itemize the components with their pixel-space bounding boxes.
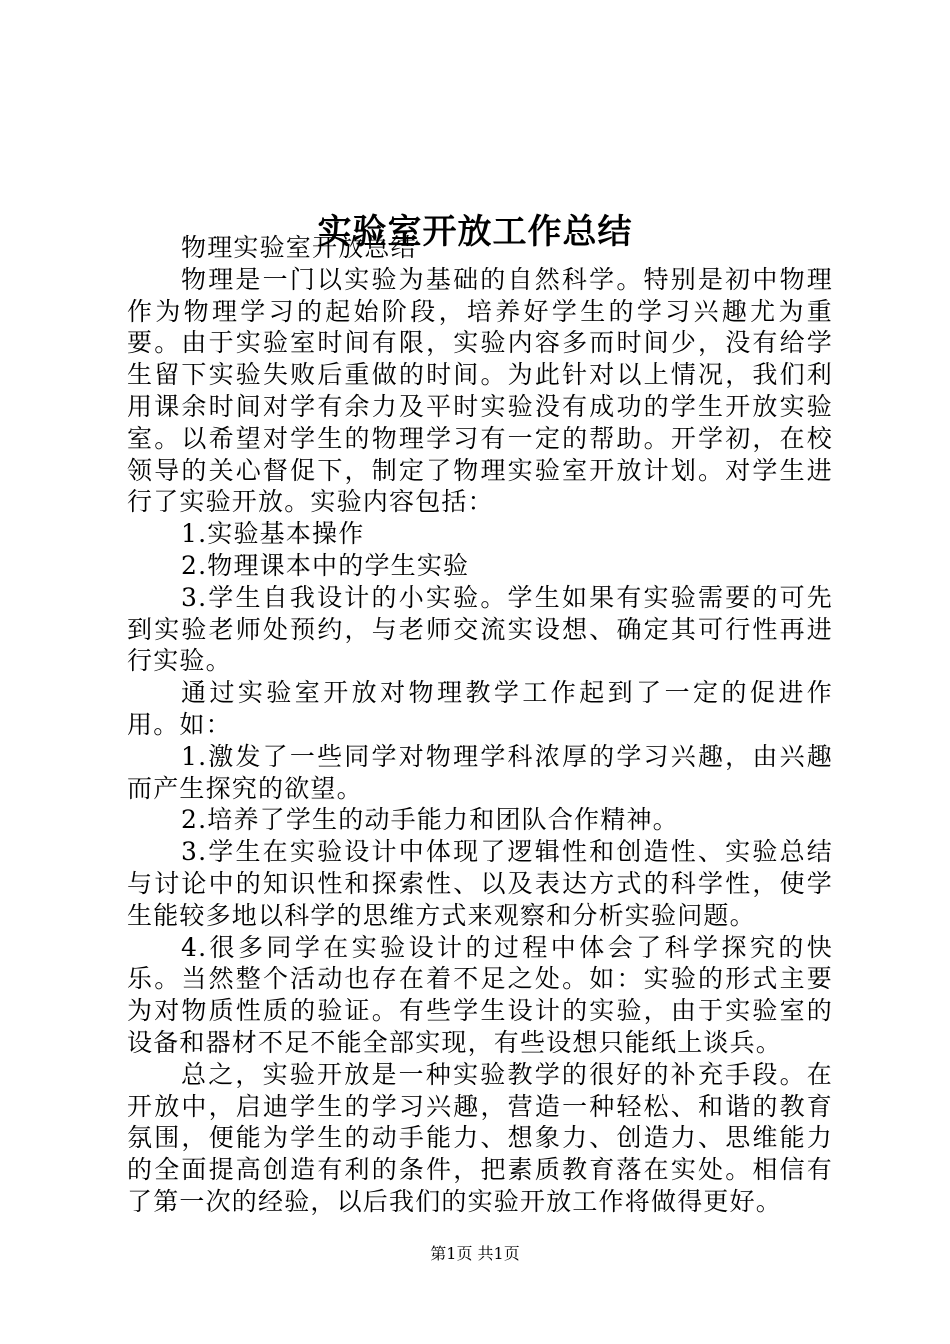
effect-item-2: 2.培养了学生的动手能力和团队合作精神。 — [181, 805, 679, 835]
document-body — [127, 232, 833, 1218]
effect-item-1: 1.激发了一些同学对物理学科浓厚的学习兴趣，由兴趣而产生探究的欲望。 — [127, 741, 833, 803]
effect-intro-paragraph: 通过实验室开放对物理教学工作起到了一定的促进作用。如： — [127, 678, 833, 739]
content-item-2: 2.物理课本中的学生实验 — [181, 550, 470, 580]
effect-item-3: 3.学生在实验设计中体现了逻辑性和创造性、实验总结与讨论中的知识性和探索性、以及表达方式的科学性，使学生能较多地以科学的思维方式来观察和分析实验问题。 — [127, 837, 833, 930]
subtitle-paragraph: 物理实验室开放总结 — [181, 233, 417, 262]
content-item-1: 1.实验基本操作 — [181, 519, 365, 549]
content-item-3: 3.学生自我设计的小实验。学生如果有实验需要的可先到实验老师处预约，与老师交流实设想、确定其可行性再进行实验。 — [127, 582, 833, 676]
document-title: 实验室开放工作总结 — [317, 211, 633, 252]
effect-item-4: 4.很多同学在实验设计的过程中体会了科学探究的快乐。当然整个活动也存在着不足之处。如：实验的形式主要为对物质性质的验证。有些学生设计的实验，由于实验室的设备和器材不足不能全部实现，有些设想只能纸上谈兵。 — [127, 932, 833, 1057]
conclusion-paragraph: 总之，实验开放是一种实验教学的很好的补充手段。在开放中，启迪学生的学习兴趣，营造一种轻松、和谐的教育氛围，便能为学生的动手能力、想象力、创造力、思维能力的全面提高创造有利的条件，把素质教育落在实处。相信有了第一次的经验，以后我们的实验开放工作将做得更好。 — [127, 1059, 833, 1216]
intro-paragraph: 物理是一门以实验为基础的自然科学。特别是初中物理作为物理学习的起始阶段，培养好学生的学习兴趣尤为重要。由于实验室时间有限，实验内容多而时间少，没有给学生留下实验失败后重做的时间。为此针对以上情况，我们利用课余时间对学有余力及平时实验没有成功的学生开放实验室。以希望对学生的物理学习有一定的帮助。开学初，在校领导的关心督促下，制定了物理实验室开放计划。对学生进行了实验开放。实验内容包括： — [127, 264, 833, 517]
page-footer: 第1页 共1页 — [430, 1244, 520, 1263]
